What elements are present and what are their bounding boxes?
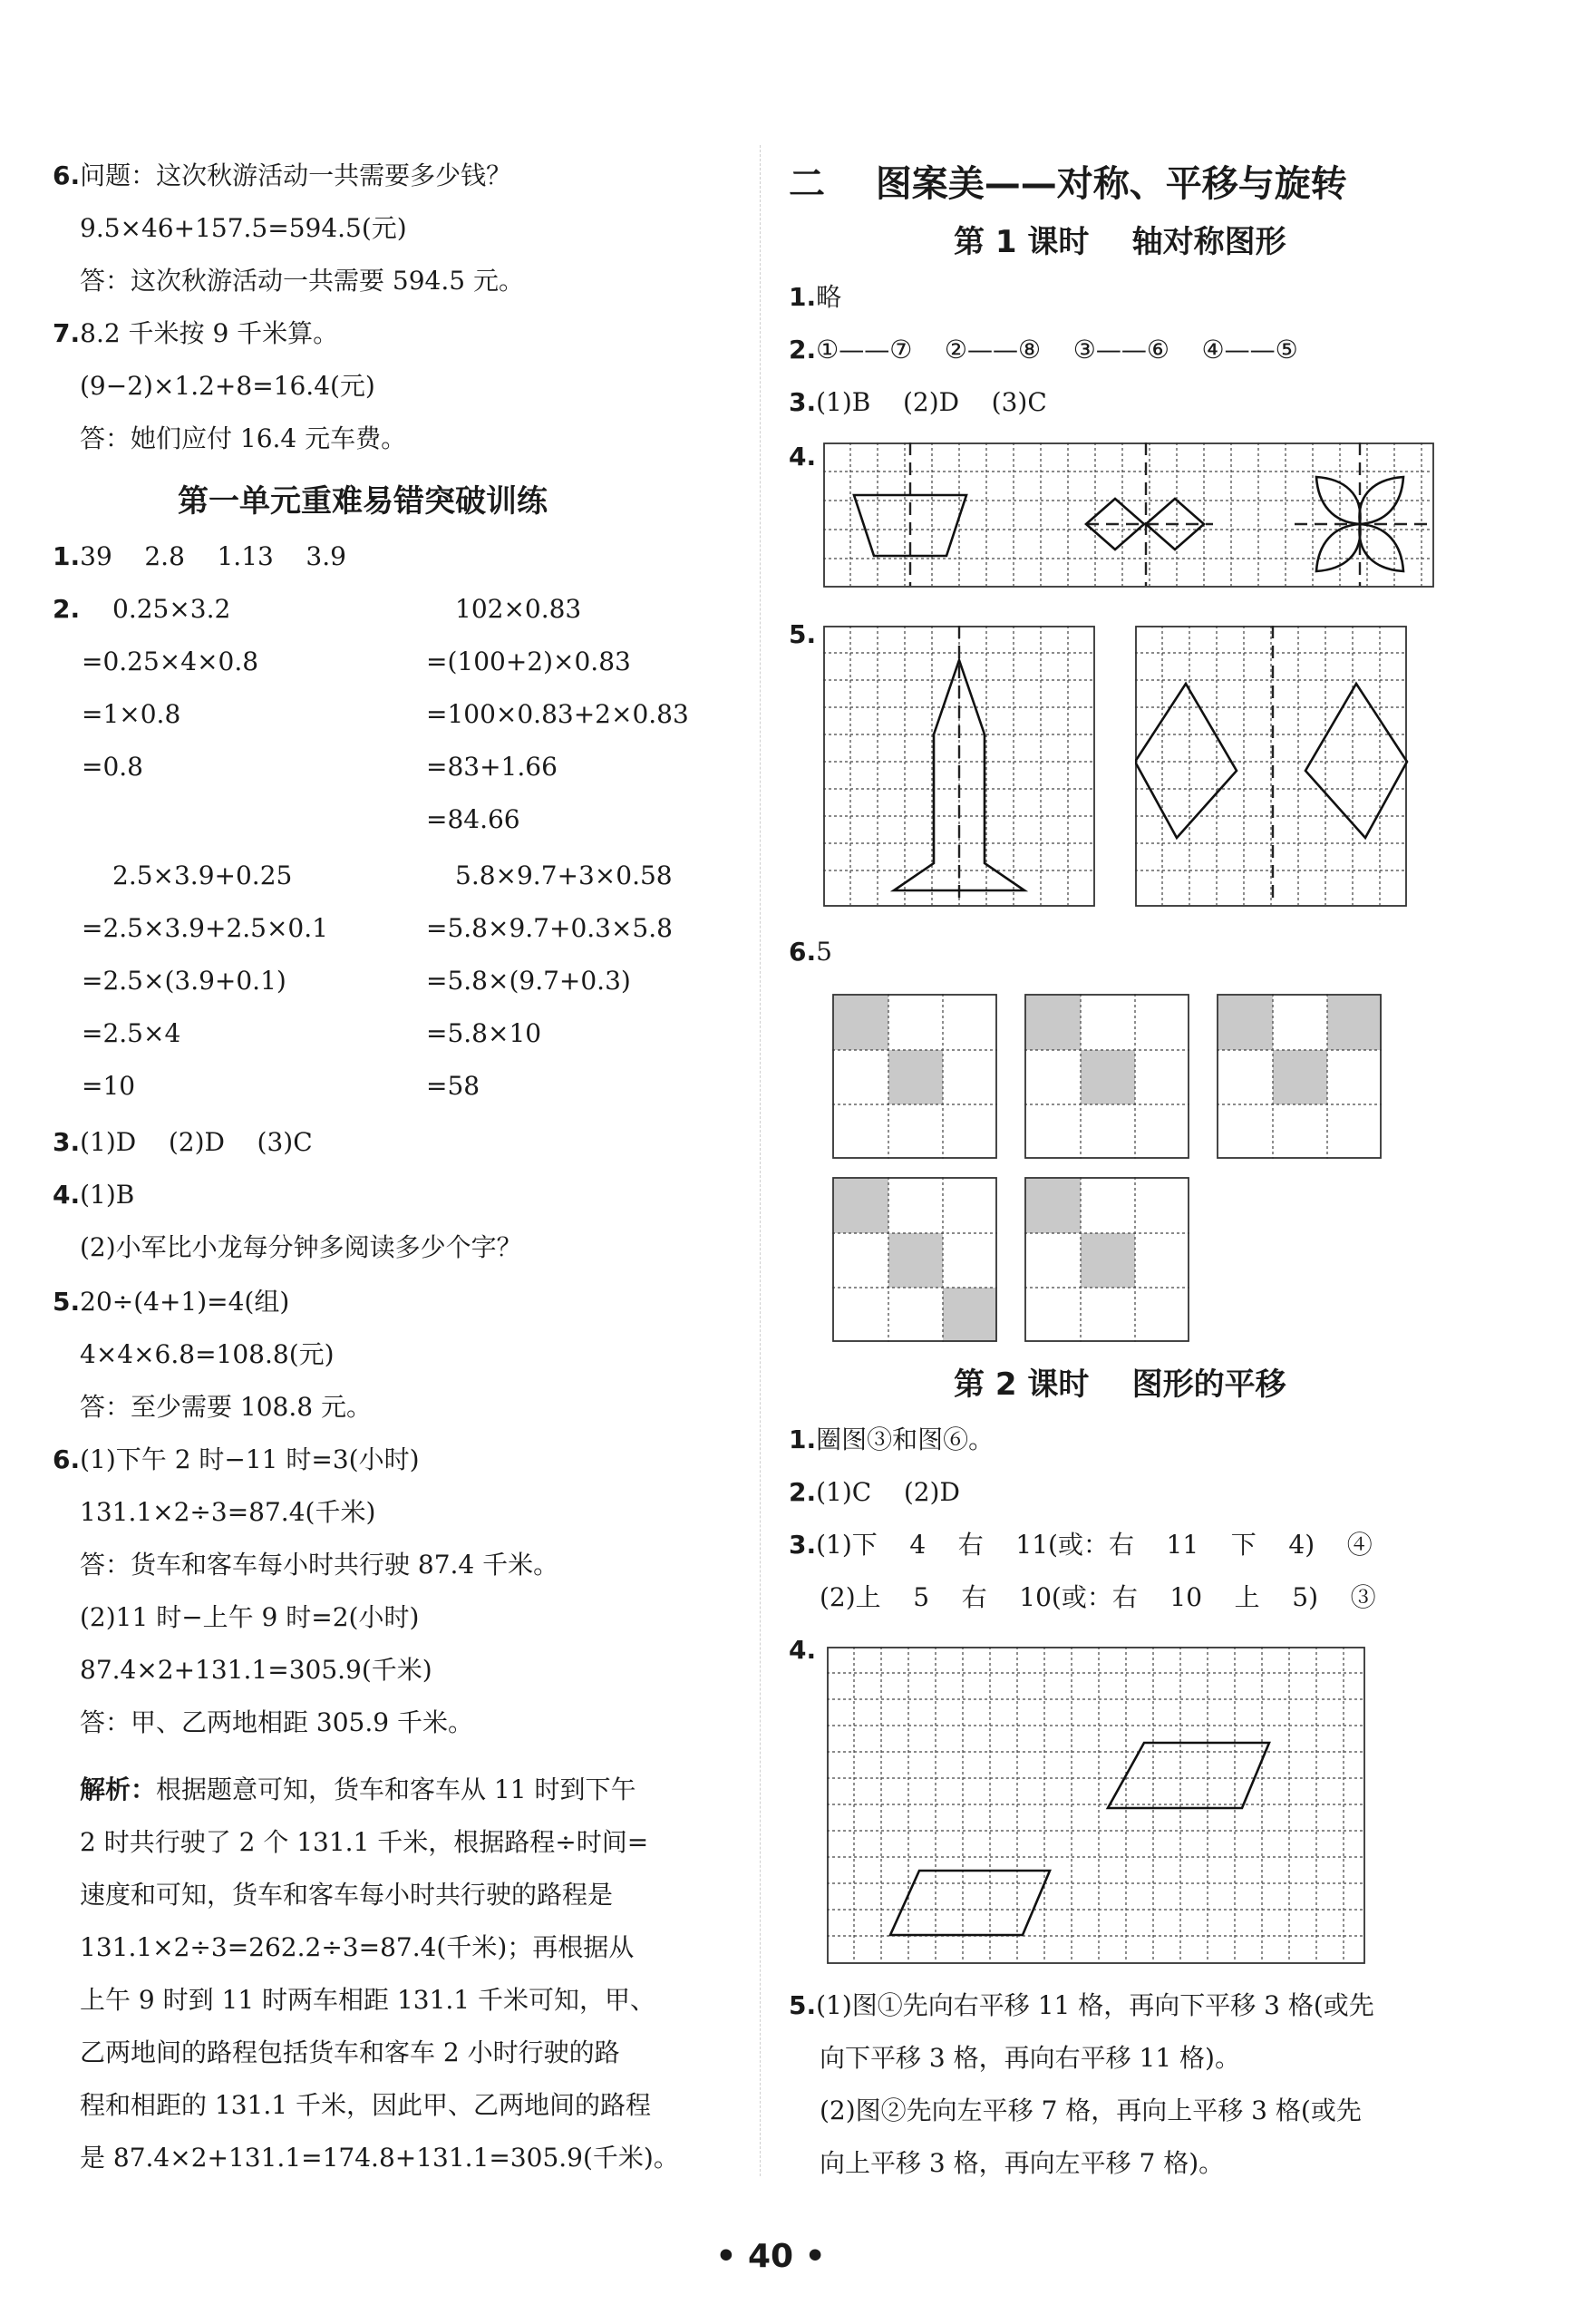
- q2-number: 2.: [53, 594, 81, 624]
- left-line: 6.(1)下午 2 时−11 时=3(小时): [53, 1444, 420, 1474]
- grid-lines: [827, 1647, 1363, 1962]
- calc-line: =5.8×(9.7+0.3): [426, 966, 631, 996]
- shaded-cell: [1081, 1233, 1135, 1288]
- right-line: 2.(1)C (2)D: [789, 1477, 960, 1507]
- rocket-symmetry-grid: [823, 626, 1097, 909]
- shaded-cell: [1273, 1050, 1327, 1104]
- analysis-line: 131.1×2÷3=262.2÷3=87.4(千米)；再根据从: [80, 1932, 635, 1962]
- calc-line: =2.5×3.9+2.5×0.1: [82, 913, 328, 943]
- pattern-grid-3: [1217, 994, 1383, 1161]
- calc-line: =(100+2)×0.83: [426, 647, 631, 676]
- analysis-line: 程和相距的 131.1 千米，因此甲、乙两地间的路程: [80, 2090, 651, 2120]
- shaded-cell: [888, 1233, 943, 1288]
- calc-line: =58: [426, 1071, 480, 1101]
- page-number: • 40 •: [715, 2238, 826, 2275]
- pattern-grid-1: [832, 994, 999, 1161]
- shaded-cell: [1026, 1179, 1081, 1233]
- left-line: 3.(1)D (2)D (3)C: [53, 1127, 313, 1157]
- analysis-line: 解析：根据题意可知，货车和客车从 11 时到下午: [80, 1775, 636, 1804]
- left-line: 131.1×2÷3=87.4(千米): [80, 1497, 376, 1527]
- grid-border: [1136, 627, 1406, 906]
- analysis-line: 是 87.4×2+131.1=174.8+131.1=305.9(千米)。: [80, 2143, 679, 2173]
- left-line: 5.20÷(4+1)=4(组): [53, 1287, 290, 1317]
- l2-q4-number: 4.: [789, 1635, 817, 1665]
- parallelogram-shape: [1108, 1743, 1269, 1808]
- pattern-grid-4: [832, 1177, 999, 1344]
- lesson-title: 第 2 课时 图形的平移: [954, 1366, 1286, 1403]
- shaded-cell: [834, 1179, 888, 1233]
- calc-line: =0.25×4×0.8: [82, 647, 259, 676]
- lesson-title: 第 1 课时 轴对称图形: [954, 224, 1286, 260]
- left-line: (9−2)×1.2+8=16.4(元): [80, 371, 375, 401]
- calc-line: 0.25×3.2: [112, 594, 231, 624]
- q1-answers: 1.39 2.8 1.13 3.9: [53, 541, 346, 571]
- right-line: 向下平移 3 格，再向右平移 11 格)。: [820, 2043, 1240, 2073]
- translation-grid: [827, 1647, 1367, 1966]
- right-line: 1.略: [789, 282, 842, 312]
- rhombus-symmetry-grid: [1135, 626, 1409, 909]
- calc-line: =83+1.66: [426, 752, 558, 782]
- column-divider: [760, 145, 761, 2176]
- calc-line: =5.8×9.7+0.3×5.8: [426, 913, 673, 943]
- calc-line: 102×0.83: [455, 594, 582, 624]
- left-line: 答：这次秋游活动一共需要 594.5 元。: [80, 266, 524, 296]
- calc-line: =2.5×4: [82, 1018, 181, 1048]
- left-line: (2)小军比小龙每分钟多阅读多少个字？: [80, 1232, 522, 1262]
- right-line: 5.(1)图①先向右平移 11 格，再向下平移 3 格(或先: [789, 1990, 1374, 2020]
- calc-line: =84.66: [426, 804, 520, 834]
- symmetry-figures-grid: [823, 442, 1436, 589]
- calc-line: =100×0.83+2×0.83: [426, 699, 689, 729]
- calc-line: =1×0.8: [82, 699, 181, 729]
- unit-title: 二 图案美——对称、平移与旋转: [789, 163, 1347, 205]
- analysis-line: 乙两地间的路程包括货车和客车 2 小时行驶的路: [80, 2037, 620, 2067]
- section-title: 第一单元重难易错突破训练: [178, 483, 548, 520]
- analysis-line: 2 时共行驶了 2 个 131.1 千米，根据路程÷时间=: [80, 1827, 649, 1857]
- right-line: (2)图②先向左平移 7 格，再向上平移 3 格(或先: [820, 2095, 1362, 2125]
- pattern-grid-5: [1024, 1177, 1191, 1344]
- calc-line: 5.8×9.7+3×0.58: [455, 861, 673, 890]
- calc-line: 2.5×3.9+0.25: [112, 861, 293, 890]
- right-line: 3.(1)B (2)D (3)C: [789, 387, 1047, 417]
- left-line: 4.(1)B: [53, 1180, 135, 1210]
- right-line: 3.(1)下 4 右 11(或：右 11 下 4) ④: [789, 1530, 1373, 1560]
- pattern-grid-2: [1024, 994, 1191, 1161]
- calc-line: =2.5×(3.9+0.1): [82, 966, 286, 996]
- left-line: 答：她们应付 16.4 元车费。: [80, 423, 407, 453]
- q4-number: 4.: [789, 442, 817, 472]
- calc-line: =10: [82, 1071, 136, 1101]
- right-line: 2.①——⑦ ②——⑧ ③——⑥ ④——⑤: [789, 335, 1298, 365]
- left-line: 6.问题：这次秋游活动一共需要多少钱？: [53, 160, 512, 190]
- left-line: 7.8.2 千米按 9 千米算。: [53, 318, 339, 348]
- left-line: 4×4×6.8=108.8(元): [80, 1339, 335, 1369]
- shaded-cell: [1026, 996, 1081, 1050]
- shaded-cell: [1081, 1050, 1135, 1104]
- parallelogram-shape: [890, 1871, 1050, 1935]
- analysis-line: 上午 9 时到 11 时两车相距 131.1 千米可知，甲、: [80, 1985, 656, 2015]
- calc-line: =0.8: [82, 752, 143, 782]
- shaded-cell: [888, 1050, 943, 1104]
- right-line: 6.5: [789, 937, 832, 967]
- left-line: 87.4×2+131.1=305.9(千米): [80, 1655, 432, 1685]
- analysis-line: 速度和可知，货车和客车每小时共行驶的路程是: [80, 1880, 614, 1910]
- right-line: (2)上 5 右 10(或：右 10 上 5) ③: [820, 1582, 1376, 1612]
- left-line: 答：甲、乙两地相距 305.9 千米。: [80, 1707, 473, 1737]
- shaded-cell: [1218, 996, 1273, 1050]
- left-line: 9.5×46+157.5=594.5(元): [80, 213, 407, 243]
- right-line: 向上平移 3 格，再向左平移 7 格)。: [820, 2148, 1225, 2178]
- calc-line: =5.8×10: [426, 1018, 542, 1048]
- q5-number: 5.: [789, 619, 817, 649]
- shaded-cell: [1327, 996, 1382, 1050]
- right-line: 1.圈图③和图⑥。: [789, 1425, 995, 1454]
- left-line: 答：至少需要 108.8 元。: [80, 1392, 372, 1422]
- shaded-cell: [834, 996, 888, 1050]
- left-line: (2)11 时−上午 9 时=2(小时): [80, 1602, 420, 1632]
- left-line: 答：货车和客车每小时共行驶 87.4 千米。: [80, 1550, 559, 1580]
- grid-lines: [1135, 626, 1405, 905]
- shaded-cell: [943, 1288, 997, 1342]
